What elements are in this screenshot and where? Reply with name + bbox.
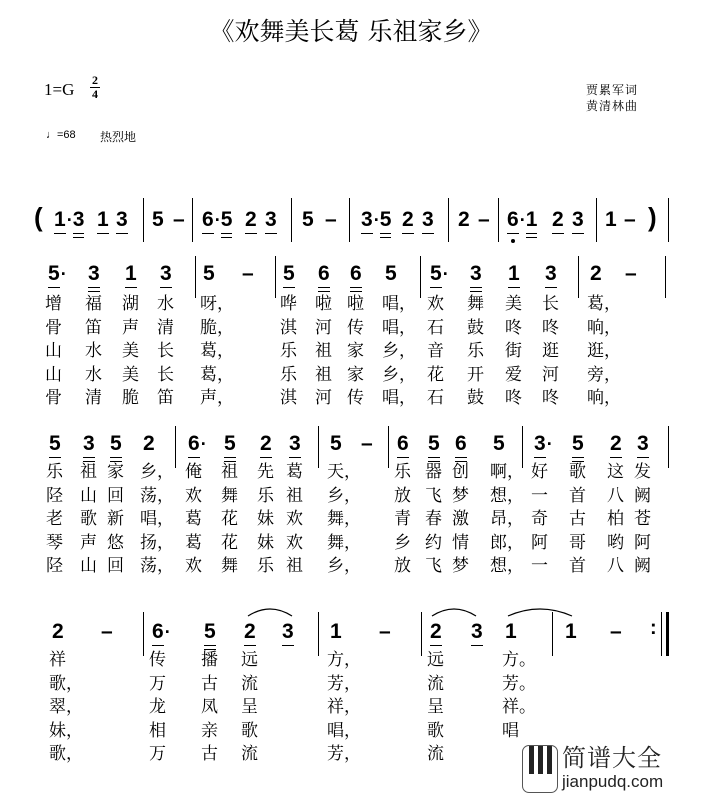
lyric-syllable: 石 [427, 317, 444, 338]
lyric-syllable: 鼓 [467, 388, 484, 409]
note-digit: 6 [202, 208, 214, 231]
note-digit: 6 [318, 262, 330, 285]
lyric-syllable: 河 [542, 364, 559, 385]
lyric-syllable: 石 [427, 388, 444, 409]
note-digit: 3 [289, 432, 301, 455]
lyric-syllable: 欢 [286, 532, 303, 553]
lyric-syllable: 唱， [140, 509, 174, 530]
lyric-syllable: 唱， [327, 720, 361, 741]
augmentation-dot: · [214, 210, 221, 230]
note-digit: 3 [637, 432, 649, 455]
time-signature-top: 2 [92, 73, 98, 87]
lyric-syllable: 祖 [315, 341, 332, 362]
lyric-syllable: 器 [425, 462, 442, 482]
note-digit: 3 [116, 208, 128, 231]
lyric-syllable: 阙 [634, 485, 651, 506]
lyric-syllable: 流 [427, 673, 444, 694]
note-digit: – [101, 620, 113, 643]
note-digit: – [173, 208, 185, 231]
lyric-syllable: 长 [157, 364, 174, 385]
lyric-syllable: 舞 [221, 556, 238, 577]
lyric-syllable: 葛， [587, 294, 621, 314]
lyric-syllable: 笛 [85, 317, 102, 338]
lyric-syllable: 飞 [425, 485, 442, 506]
note-digit: 3 [361, 208, 373, 231]
lyric-syllable: 一 [531, 556, 548, 577]
lyric-syllable: 古 [201, 673, 218, 694]
lyric-syllable: 家 [347, 341, 364, 362]
lyric-syllable: 相 [149, 720, 166, 741]
lyric-syllable: 乐 [257, 485, 274, 506]
lyric-syllable: 福 [85, 294, 102, 314]
slur [508, 609, 572, 616]
lyric-syllable: 芳， [327, 673, 361, 694]
lyric-syllable: 葛， [200, 364, 234, 385]
lyric-syllable: 舞 [221, 485, 238, 506]
note-digit: 2 [260, 432, 272, 455]
lyric-syllable: 笛 [157, 388, 174, 409]
lyric-syllable: 芳， [327, 744, 361, 765]
note-digit: – [478, 208, 490, 231]
lyric-syllable: 万 [149, 744, 166, 765]
lyric-syllable: 乐 [257, 556, 274, 577]
lyric-syllable: 龙 [149, 697, 166, 718]
note-digit: – [610, 620, 622, 643]
lyric-syllable: 妹 [257, 509, 274, 530]
lyric-syllable: 阿 [634, 532, 651, 553]
lyric-syllable: 翠， [49, 697, 83, 718]
lyric-syllable: 骨 [45, 388, 62, 409]
note-digit: 2 [402, 208, 414, 231]
note-digit: 5 [224, 432, 236, 455]
lyric-syllable: 舞， [327, 509, 361, 530]
lyric-syllable: 湖 [122, 294, 139, 314]
lyric-syllable: 悠 [107, 532, 124, 553]
lyric-syllable: 响， [587, 388, 621, 409]
lyric-syllable: 咚 [505, 388, 522, 409]
note-digit: 5 [49, 432, 61, 455]
lyric-syllable: 歌 [241, 720, 258, 741]
note-digit: 1 [125, 262, 137, 285]
lyric-syllable: 祖 [315, 364, 332, 385]
key-signature: 1=G [44, 80, 75, 99]
lyric-syllable: 歌 [80, 509, 97, 530]
lyric-syllable: 歌 [569, 462, 586, 482]
lyric-syllable: 街 [505, 341, 522, 362]
lyric-syllable: 花 [427, 364, 444, 385]
slur [432, 609, 476, 616]
lyric-syllable: 方， [327, 650, 361, 670]
lyric-syllable: 飞 [425, 556, 442, 577]
note-digit: 6 [455, 432, 467, 455]
lyric-syllable: 想， [490, 556, 524, 577]
lyric-syllable: 妹， [49, 720, 83, 741]
lyric-syllable: 荡， [140, 485, 174, 506]
note-digit: 5 [220, 208, 233, 231]
lyric-syllable: 歌， [49, 744, 83, 765]
lyric-syllable: 祥， [327, 697, 361, 718]
lyric-syllable: 回 [107, 485, 124, 506]
intro-close-paren: ) [648, 202, 657, 232]
lyric-syllable: 长 [542, 294, 559, 314]
lyric-syllable: 传 [149, 650, 166, 670]
lyric-syllable: 欢 [286, 509, 303, 530]
lyric-syllable: 发 [634, 462, 651, 482]
lyric-syllable: 逛， [587, 341, 621, 362]
lyric-syllable: 祖 [286, 556, 303, 577]
lyric-syllable: 开 [467, 364, 484, 385]
lyric-syllable: 万 [149, 673, 166, 694]
lyric-syllable: 响， [587, 317, 621, 338]
note-digit: 2 [458, 208, 470, 231]
lyric-syllable: 咚 [542, 388, 559, 409]
lyric-syllable: 阿 [531, 532, 548, 553]
end-repeat-dots: : [650, 617, 657, 639]
note-digit: 5 [110, 432, 122, 455]
lyric-syllable: 先 [257, 462, 274, 482]
lyric-syllable: 陉 [46, 485, 63, 506]
lyric-syllable: 增 [45, 294, 62, 314]
lyric-syllable: 传 [347, 388, 364, 409]
note-digit: 3 [572, 208, 584, 231]
lyric-syllable: 流 [427, 744, 444, 765]
note-digit: 5 [572, 432, 584, 455]
lyric-syllable: 远 [241, 650, 258, 670]
lyric-syllable: 音 [427, 341, 444, 362]
lyric-syllable: 好 [531, 462, 548, 482]
lyric-syllable: 回 [107, 556, 124, 577]
lyric-syllable: 芳。 [502, 673, 536, 694]
lyric-syllable: 葛 [185, 532, 202, 553]
lyric-syllable: 八 [607, 485, 624, 506]
lyric-syllable: 山 [45, 364, 62, 385]
watermark-url: jianpudq.com [562, 772, 664, 791]
lyric-syllable: 山 [80, 556, 97, 577]
lyric-syllable: 扬， [140, 532, 174, 553]
lyric-syllable: 水 [157, 294, 174, 314]
augmentation-dot: · [546, 434, 553, 454]
note-digit: 1 [508, 262, 520, 285]
note-digit: 5 [379, 208, 392, 231]
lyric-syllable: 祥 [49, 650, 66, 670]
lyric-syllable: 欢 [185, 556, 202, 577]
lyric-syllable: 呀， [200, 294, 234, 314]
note-digit: 1 [565, 620, 577, 643]
note-digit: 3 [160, 262, 172, 285]
time-signature-bottom: 4 [92, 87, 98, 101]
note-digit: 1 [97, 208, 109, 231]
lyric-syllable: 奇 [531, 509, 548, 530]
note-digit: 5 [385, 262, 397, 285]
note-digit: 3 [422, 208, 434, 231]
lyric-syllable: 葛， [200, 341, 234, 362]
lyric-syllable: 美 [122, 341, 139, 362]
lyric-syllable: 古 [201, 744, 218, 765]
lyric-syllable: 美 [122, 364, 139, 385]
lyric-syllable: 春 [425, 509, 442, 530]
lyric-syllable: 凤 [201, 697, 218, 718]
lyric-syllable: 乡， [382, 341, 416, 362]
note-digit: 3 [265, 208, 277, 231]
lyric-syllable: 八 [607, 556, 624, 577]
lyric-syllable: 俺 [185, 462, 202, 482]
note-digit: 5 [430, 262, 442, 285]
note-digit: 5 [48, 262, 60, 285]
lyric-syllable: 祖 [286, 485, 303, 506]
lyric-syllable: 方。 [502, 650, 536, 670]
augmentation-dot: · [519, 210, 526, 230]
lyric-syllable: 山 [45, 341, 62, 362]
lyric-syllable: 乐 [280, 364, 297, 385]
lyric-syllable: 咚 [505, 317, 522, 338]
lyric-syllable: 乐 [46, 462, 63, 482]
augmentation-dot: · [66, 210, 73, 230]
song-title: 《欢舞美长葛 乐祖家乡》 [209, 17, 493, 46]
lyric-syllable: 哥 [569, 532, 586, 553]
lyric-syllable: 古 [569, 509, 586, 530]
note-digit: – [325, 208, 337, 231]
lyric-syllable: 播 [201, 650, 218, 670]
note-digit: 2 [245, 208, 257, 231]
lyric-syllable: 逛 [542, 341, 559, 362]
lyricist-credit: 贾累军词 [586, 83, 639, 97]
note-digit: 1 [525, 208, 538, 231]
note-digit: 5 [330, 432, 342, 455]
lyric-syllable: 歌 [427, 720, 444, 741]
augmentation-dot: · [442, 264, 449, 284]
note-digit: 5 [302, 208, 314, 231]
lyric-syllable: 荡， [140, 556, 174, 577]
lyric-syllable: 声 [122, 317, 139, 338]
note-digit: 3 [470, 262, 482, 285]
note-digit: – [624, 208, 636, 231]
augmentation-dot: · [200, 434, 207, 454]
augmentation-dot: · [373, 210, 380, 230]
lyric-syllable: 陉 [46, 556, 63, 577]
lyric-syllable: 阙 [634, 556, 651, 577]
lyric-syllable: 唱 [502, 720, 519, 741]
note-digit: 5 [283, 262, 295, 285]
lyric-syllable: 青 [394, 509, 411, 530]
note-digit: 3 [471, 620, 483, 643]
slur [248, 609, 292, 616]
lyric-syllable: 家 [107, 462, 124, 482]
lyric-syllable: 鼓 [467, 317, 484, 338]
piano-keys-icon [522, 745, 558, 793]
lyric-syllable: 柏 [607, 509, 624, 530]
lyric-syllable: 唱， [382, 388, 416, 409]
intro-open-paren: ( [34, 202, 43, 232]
lyric-syllable: 呈 [427, 697, 444, 718]
lyric-syllable: 乡， [327, 485, 361, 506]
lyric-syllable: 老 [46, 509, 63, 530]
lyric-syllable: 啦 [315, 294, 332, 314]
lyric-syllable: 流 [241, 744, 258, 765]
lyric-syllable: 葛 [185, 509, 202, 530]
note-digit: 3 [72, 208, 85, 231]
note-digit: 2 [610, 432, 622, 455]
lyric-syllable: 乡 [394, 532, 411, 553]
augmentation-dot: · [164, 622, 171, 642]
note-digit: 1 [330, 620, 342, 643]
lyric-syllable: 乡， [140, 462, 174, 482]
note-digit: 2 [590, 262, 602, 285]
lyric-syllable: 祖 [80, 462, 97, 482]
note-digit: 1 [54, 208, 66, 231]
note-digit: 1 [505, 620, 517, 643]
lyric-syllable: 声 [80, 532, 97, 553]
watermark-brand: 简谱大全 [562, 744, 662, 772]
expression-marking: 热烈地 [100, 130, 137, 144]
lyric-syllable: 咚 [542, 317, 559, 338]
lyric-syllable: 祥。 [502, 697, 536, 718]
lyric-syllable: 河 [315, 388, 332, 409]
watermark-logo [520, 744, 702, 793]
note-digit: 6 [350, 262, 362, 285]
lyric-syllable: 歌， [49, 673, 83, 694]
lyric-syllable: 声， [200, 388, 234, 409]
lyric-syllable: 骨 [45, 317, 62, 338]
lyric-syllable: 脆 [122, 388, 139, 409]
lyric-syllable: 欢 [427, 294, 444, 314]
note-digit: – [242, 262, 254, 285]
lyric-syllable: 远 [427, 650, 444, 670]
note-digit: 1 [605, 208, 617, 231]
lyric-syllable: 长 [157, 341, 174, 362]
lyric-syllable: 河 [315, 317, 332, 338]
note-digit: 5 [428, 432, 440, 455]
lyric-syllable: 新 [107, 509, 124, 530]
lyric-syllable: 美 [505, 294, 522, 314]
note-digit: 5 [493, 432, 505, 455]
augmentation-dot: · [60, 264, 67, 284]
lyric-syllable: 葛 [286, 462, 303, 482]
lyric-syllable: 激 [452, 509, 469, 530]
lyric-syllable: 约 [425, 532, 442, 553]
lyric-syllable: 唱， [382, 294, 416, 314]
lyric-syllable: 这 [607, 462, 624, 482]
lyric-syllable: 传 [347, 317, 364, 338]
note-digit: 6 [152, 620, 164, 643]
lyric-syllable: 想， [490, 485, 524, 506]
lyric-syllable: 乡， [327, 556, 361, 577]
lyric-syllable: 流 [241, 673, 258, 694]
lyric-syllable: 啊， [490, 462, 524, 482]
lyric-syllable: 哗 [280, 294, 297, 314]
note-digit: 3 [534, 432, 546, 455]
lyric-syllable: 创 [452, 462, 469, 482]
lyric-syllable: 乐 [394, 462, 411, 482]
lyric-syllable: 花 [221, 532, 238, 553]
lyric-syllable: 花 [221, 509, 238, 530]
lyric-syllable: 呈 [241, 697, 258, 718]
lyric-syllable: 一 [531, 485, 548, 506]
note-digit: 2 [52, 620, 64, 643]
lyric-syllable: 情 [452, 532, 469, 553]
lyric-syllable: 唱， [382, 317, 416, 338]
lyric-syllable: 苍 [634, 509, 651, 530]
lyric-syllable: 脆， [200, 317, 234, 338]
note-digit: – [625, 262, 637, 285]
lyric-syllable: 放 [394, 556, 411, 577]
note-digit: 5 [203, 262, 215, 285]
lyric-syllable: 啦 [347, 294, 364, 314]
lyric-syllable: 水 [85, 341, 102, 362]
tempo-marking: ♩=68 [46, 129, 76, 141]
lyric-syllable: 首 [569, 485, 586, 506]
lyric-syllable: 郎， [490, 532, 524, 553]
note-digit: 2 [143, 432, 155, 455]
note-digit: 2 [244, 620, 256, 643]
note-digit: 6 [188, 432, 200, 455]
lyric-syllable: 淇 [280, 388, 297, 409]
note-digit: – [361, 432, 373, 455]
lyric-syllable: 亲 [201, 720, 218, 741]
lyric-syllable: 乐 [467, 341, 484, 362]
note-digit: 6 [397, 432, 409, 455]
lyric-syllable: 乡， [382, 364, 416, 385]
composer-credit: 黄清林曲 [586, 99, 639, 113]
note-digit: 5 [204, 620, 216, 643]
lyric-syllable: 家 [347, 364, 364, 385]
lyric-syllable: 昂， [490, 509, 524, 530]
lyric-syllable: 清 [85, 388, 102, 409]
note-digit: 3 [83, 432, 95, 455]
lyric-syllable: 乐 [280, 341, 297, 362]
lyric-syllable: 天， [327, 462, 361, 482]
lyric-syllable: 爱 [505, 364, 522, 385]
note-digit: 2 [430, 620, 442, 643]
lyric-syllable: 淇 [280, 317, 297, 338]
note-digit: 6 [507, 208, 519, 231]
note-digit: 2 [552, 208, 564, 231]
lyric-syllable: 梦 [452, 556, 469, 577]
lyric-syllable: 欢 [185, 485, 202, 506]
note-digit: 3 [282, 620, 294, 643]
note-digit: 3 [88, 262, 100, 285]
lyric-syllable: 清 [157, 317, 174, 338]
lyric-syllable: 首 [569, 556, 586, 577]
note-digit: 5 [152, 208, 164, 231]
lyric-syllable: 梦 [452, 485, 469, 506]
lyric-syllable: 旁， [587, 364, 621, 385]
lyric-syllable: 放 [394, 485, 411, 506]
lyric-syllable: 祖 [221, 462, 238, 482]
lyric-syllable: 舞， [327, 532, 361, 553]
lyric-syllable: 舞 [467, 294, 484, 314]
lyric-syllable: 妹 [257, 532, 274, 553]
lyric-syllable: 哟 [607, 532, 624, 553]
lyric-syllable: 山 [80, 485, 97, 506]
lyric-syllable: 水 [85, 364, 102, 385]
note-digit: 3 [545, 262, 557, 285]
lyric-syllable: 琴 [46, 532, 63, 553]
note-digit: – [379, 620, 391, 643]
